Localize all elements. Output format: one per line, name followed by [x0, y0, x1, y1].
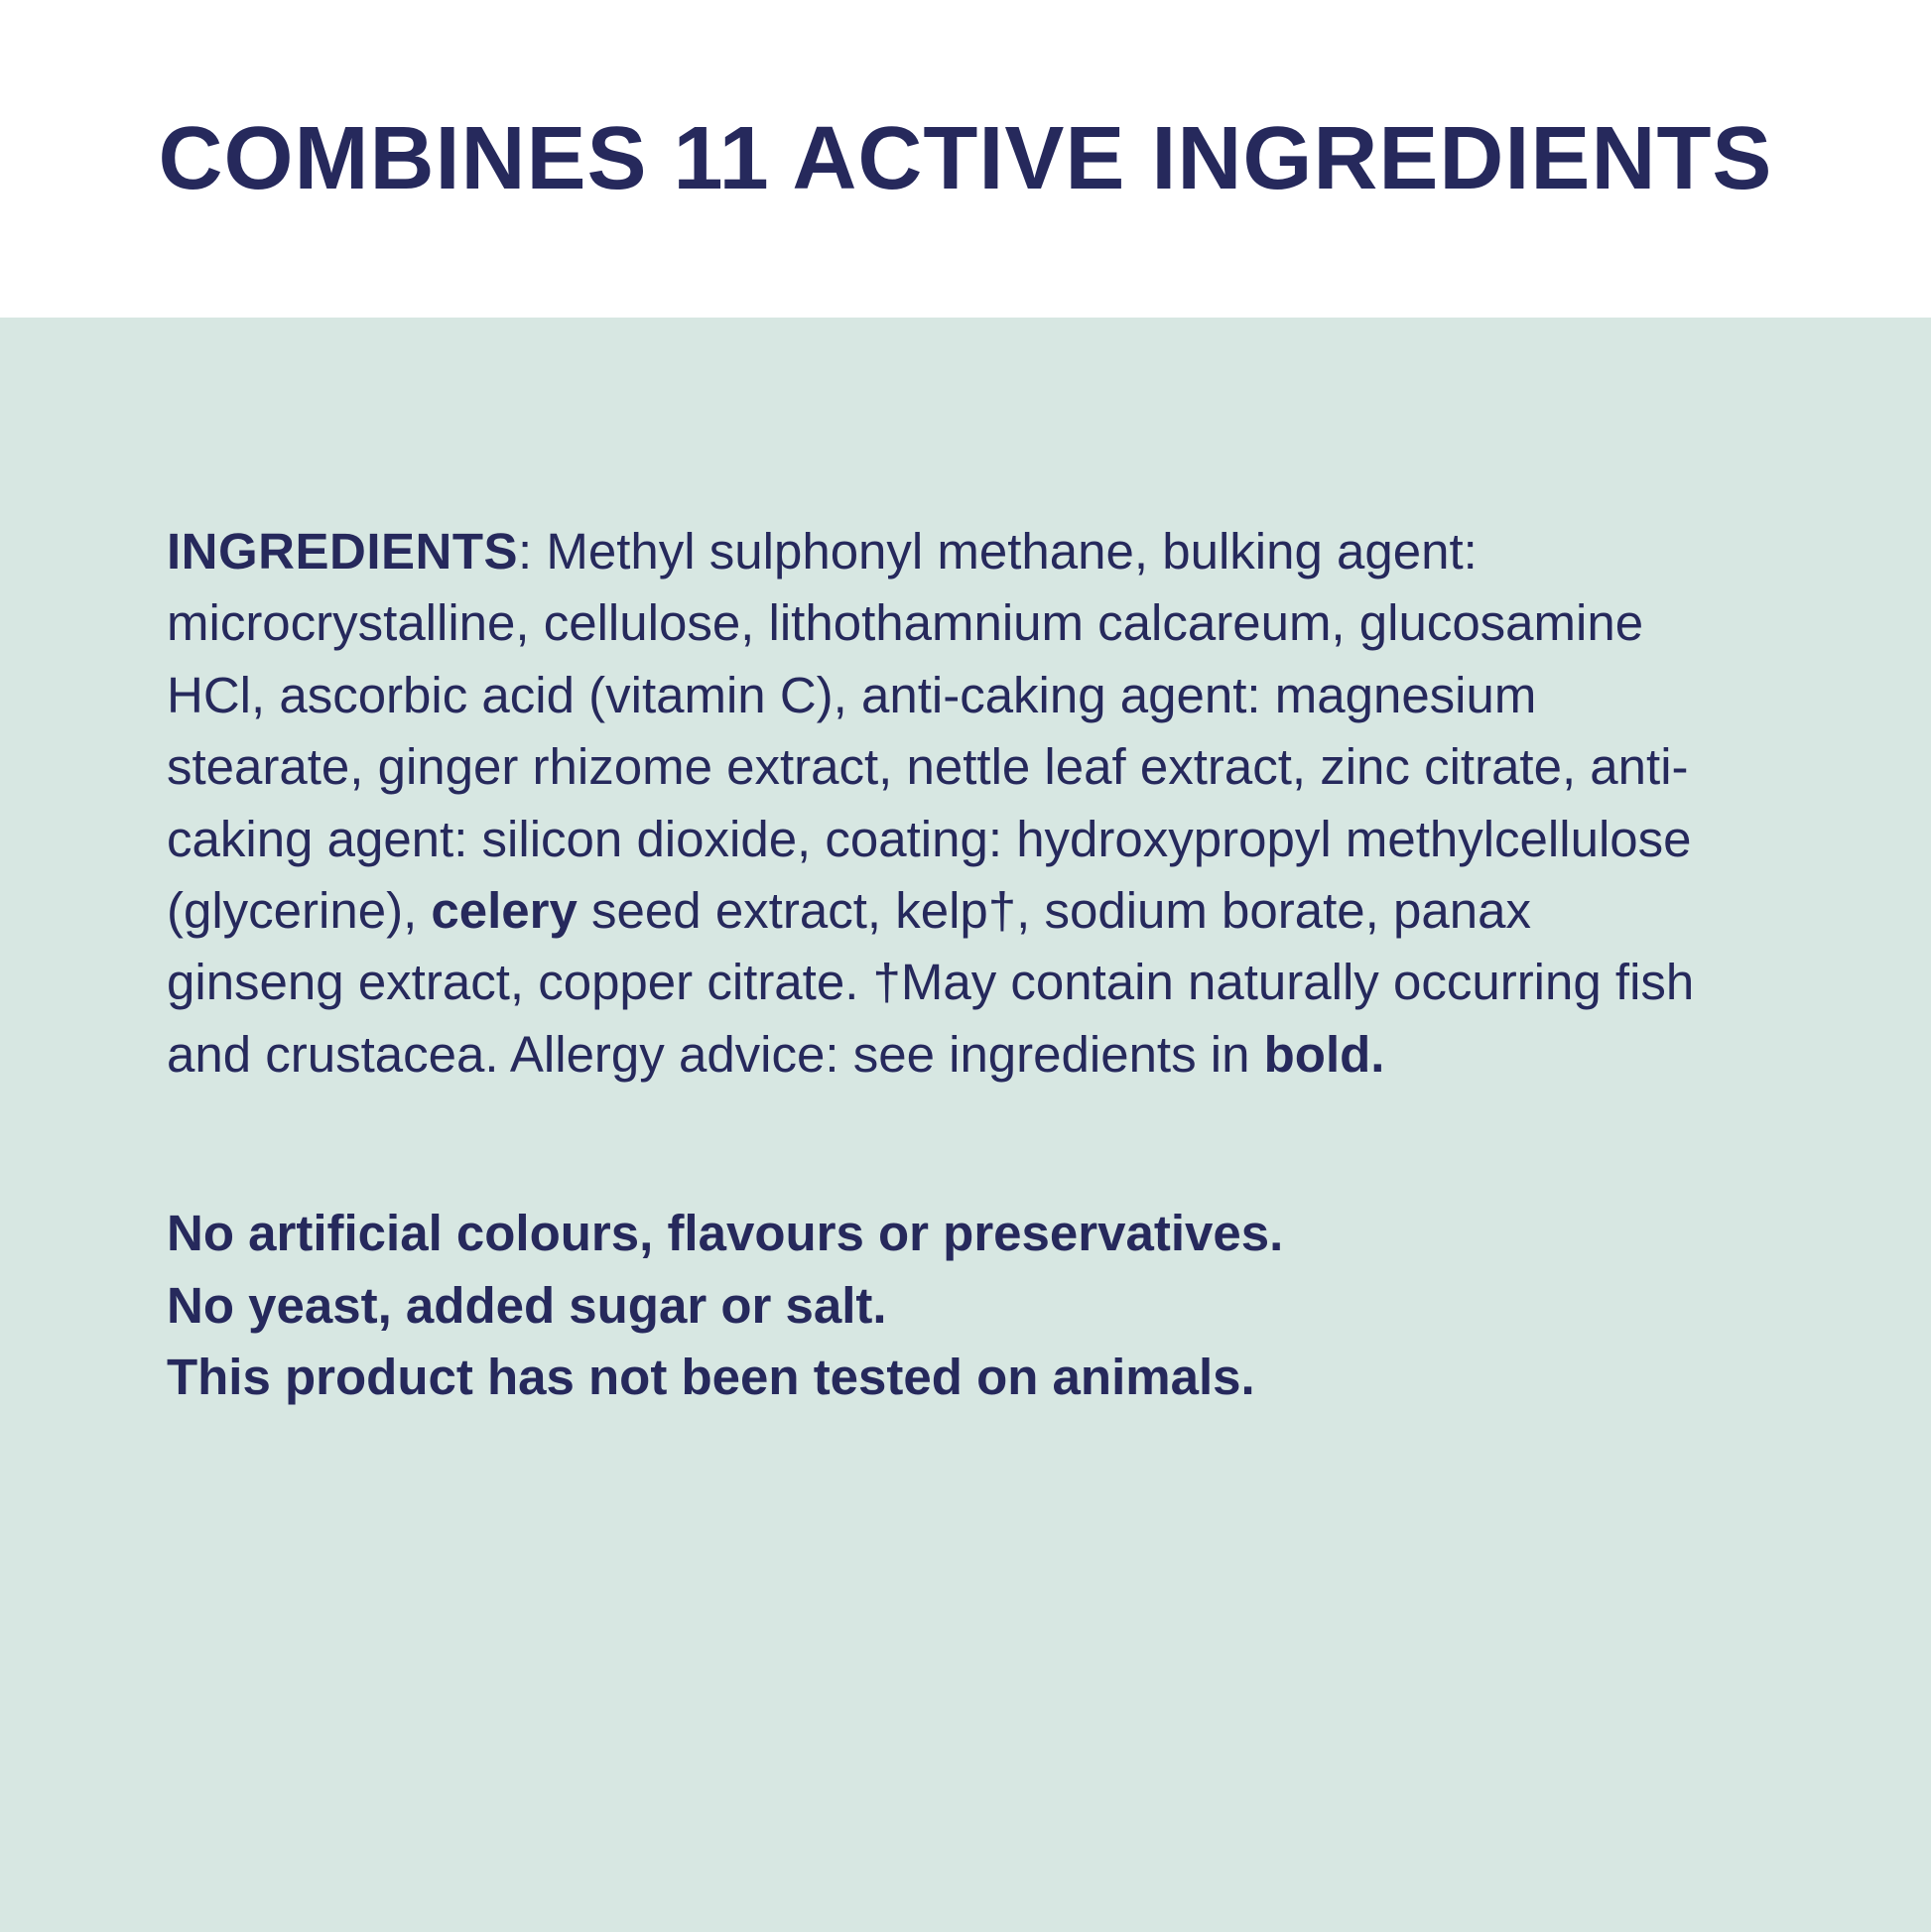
panel-content — [167, 516, 1715, 1413]
allergen-celery: celery — [431, 882, 578, 940]
page-title: COMBINES 11 ACTIVE INGREDIENTS — [158, 108, 1773, 208]
claim-item: No artificial colours, flavours or preservatives. — [167, 1205, 1284, 1262]
allergy-advice-bold: bold. — [1263, 1025, 1385, 1083]
ingredients-label: INGREDIENTS — [167, 523, 519, 580]
claim-item: This product has not been tested on animals. — [167, 1349, 1255, 1406]
claims-list — [167, 1198, 1715, 1413]
ingredients-body-second: seed extract, kelp†, sodium borate, panax ginseng extract, copper citrate. †May contain naturally occurring fish and crustacea. Allergy advice: see ingredients in — [167, 882, 1695, 1083]
ingredients-panel — [0, 318, 1931, 1932]
ingredients-body-first: Methyl sulphonyl methane, bulking agent: microcrystalline, cellulose, lithothamnium calcareum, glucosamine HCl, ascorbic acid (vitamin C), anti-caking agent: magnesium stearate, ginger rhizome extract, nettle leaf extract, zinc citrate, anti-caking agent: silicon dioxide, coating: hydroxypropyl methylcellulose (glycerine), — [167, 523, 1692, 940]
claim-item: No yeast, added sugar or salt. — [167, 1276, 887, 1334]
header-band — [0, 0, 1931, 318]
ingredients-separator: : — [518, 523, 547, 580]
ingredients-paragraph — [167, 516, 1715, 1091]
